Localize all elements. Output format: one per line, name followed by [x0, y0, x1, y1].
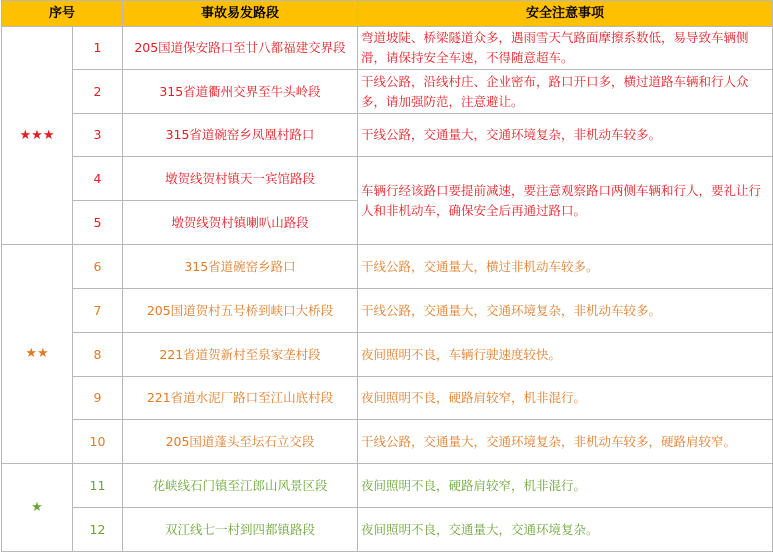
safety-note: 夜间照明不良，硬路肩较窄，机非混行。: [358, 377, 773, 420]
safety-note: 车辆行经该路口要提前减速，要注意观察路口两侧车辆和行人，要礼让行人和非机动车，确保安全后再通过路口。: [358, 157, 773, 245]
table-row: [2, 464, 773, 508]
safety-note: 夜间照明不良，硬路肩较窄，机非混行。: [358, 464, 773, 508]
header-notes: 安全注意事项: [358, 1, 773, 27]
safety-note: 夜间照明不良，交通量大，交通环境复杂。: [358, 508, 773, 552]
row-number: 9: [73, 377, 123, 420]
row-number: 8: [73, 333, 123, 377]
header-seq: 序号: [2, 1, 123, 27]
safety-note: 干线公路，交通量大，交通环境复杂，非机动车较多。: [358, 114, 773, 157]
star-rating-medium: ★★: [2, 245, 73, 464]
table-row: [2, 420, 773, 464]
row-number: 12: [73, 508, 123, 552]
table-row: [2, 377, 773, 420]
header-section: 事故易发路段: [123, 1, 358, 27]
row-number: 4: [73, 157, 123, 201]
table-row: [2, 114, 773, 157]
road-section: 205国道保安路口至廿八都福建交界段: [123, 27, 358, 70]
road-section: 墩贺线贺村镇喇叭山路段: [123, 201, 358, 245]
row-number: 11: [73, 464, 123, 508]
table-row: [2, 157, 773, 201]
row-number: 2: [73, 70, 123, 114]
row-number: 7: [73, 289, 123, 333]
road-section: 205国道贺村五号桥到峡口大桥段: [123, 289, 358, 333]
row-number: 10: [73, 420, 123, 464]
table-row: [2, 333, 773, 377]
road-section: 221省道水泥厂路口至江山底村段: [123, 377, 358, 420]
road-section: 花峡线石门镇至江郎山风景区段: [123, 464, 358, 508]
road-section: 315省道碗窑乡凤凰村路口: [123, 114, 358, 157]
table-row: [2, 245, 773, 289]
table-row: [2, 70, 773, 114]
road-section: 双江线七一村到四都镇路段: [123, 508, 358, 552]
safety-note: 干线公路，交通量大，交通环境复杂，非机动车较多，硬路肩较窄。: [358, 420, 773, 464]
road-section: 315省道碗窑乡路口: [123, 245, 358, 289]
table-row: [2, 508, 773, 552]
table-row: [2, 289, 773, 333]
row-number: 6: [73, 245, 123, 289]
row-number: 3: [73, 114, 123, 157]
safety-note: 弯道坡陡、桥梁隧道众多，遇雨雪天气路面摩擦系数低，易导致车辆侧滑，请保持安全车速，不得随意超车。: [358, 27, 773, 70]
star-rating-high: ★★★: [2, 27, 73, 245]
road-section: 221省道贺新村至泉家垄村段: [123, 333, 358, 377]
safety-note: 夜间照明不良，车辆行驶速度较快。: [358, 333, 773, 377]
header-row: [2, 1, 773, 27]
safety-note: 干线公路，沿线村庄、企业密布，路口开口多，横过道路车辆和行人众多，请加强防范，注意避让。: [358, 70, 773, 114]
safety-note: 干线公路，交通量大，交通环境复杂，非机动车较多。: [358, 289, 773, 333]
road-section: 205国道蓬头至坛石立交段: [123, 420, 358, 464]
table-row: [2, 27, 773, 70]
road-section: 墩贺线贺村镇天一宾馆路段: [123, 157, 358, 201]
road-section: 315省道衢州交界至牛头岭段: [123, 70, 358, 114]
row-number: 1: [73, 27, 123, 70]
safety-note: 干线公路，交通量大，横过非机动车较多。: [358, 245, 773, 289]
road-safety-table: [1, 0, 773, 552]
row-number: 5: [73, 201, 123, 245]
star-rating-low: ★: [2, 464, 73, 552]
